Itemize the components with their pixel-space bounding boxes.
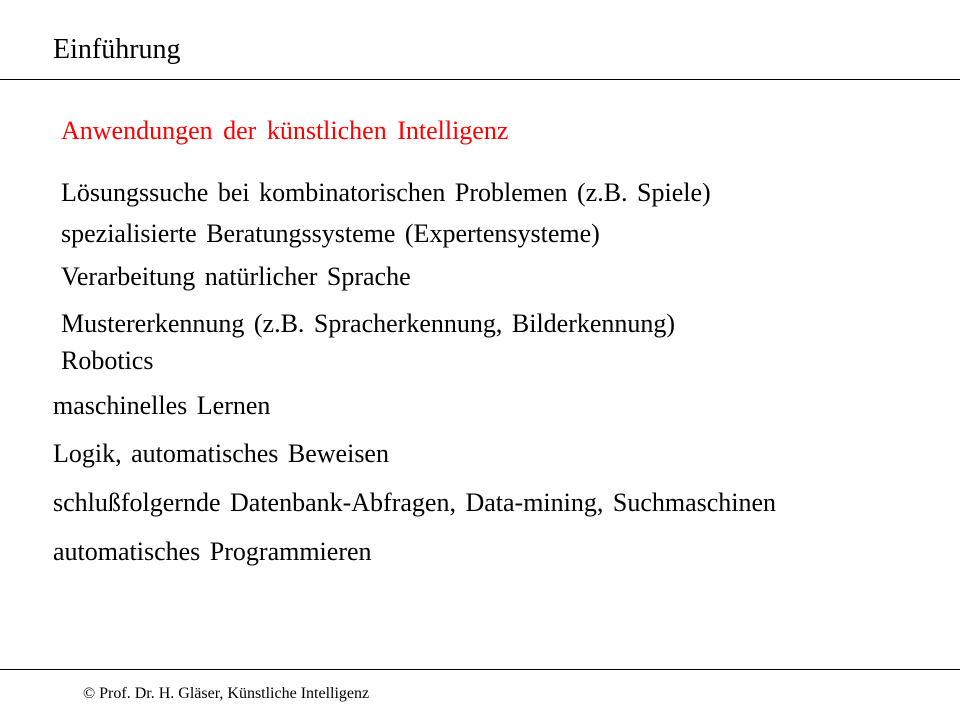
list-item: Lösungssuche bei kombinatorischen Problemen (z.B. Spiele) [61, 178, 711, 207]
footer-copyright: © Prof. Dr. H. Gläser, Künstliche Intelligenz [83, 685, 370, 702]
list-item: schlußfolgernde Datenbank-Abfragen, Data-mining, Suchmaschinen [53, 488, 777, 517]
list-item: spezialisierte Beratungssysteme (Expertensysteme) [61, 219, 600, 248]
list-item: Robotics [61, 346, 154, 375]
slide-header-title: Einführung [53, 34, 181, 65]
footer-divider [0, 669, 960, 670]
section-title: Anwendungen der künstlichen Intelligenz [61, 116, 509, 145]
header-divider [0, 79, 960, 80]
list-item: maschinelles Lernen [53, 391, 271, 420]
list-item: Mustererkennung (z.B. Spracherkennung, Bilderkennung) [61, 309, 676, 338]
list-item: automatisches Programmieren [53, 537, 372, 566]
list-item: Verarbeitung natürlicher Sprache [61, 262, 411, 291]
list-item: Logik, automatisches Beweisen [53, 439, 389, 468]
